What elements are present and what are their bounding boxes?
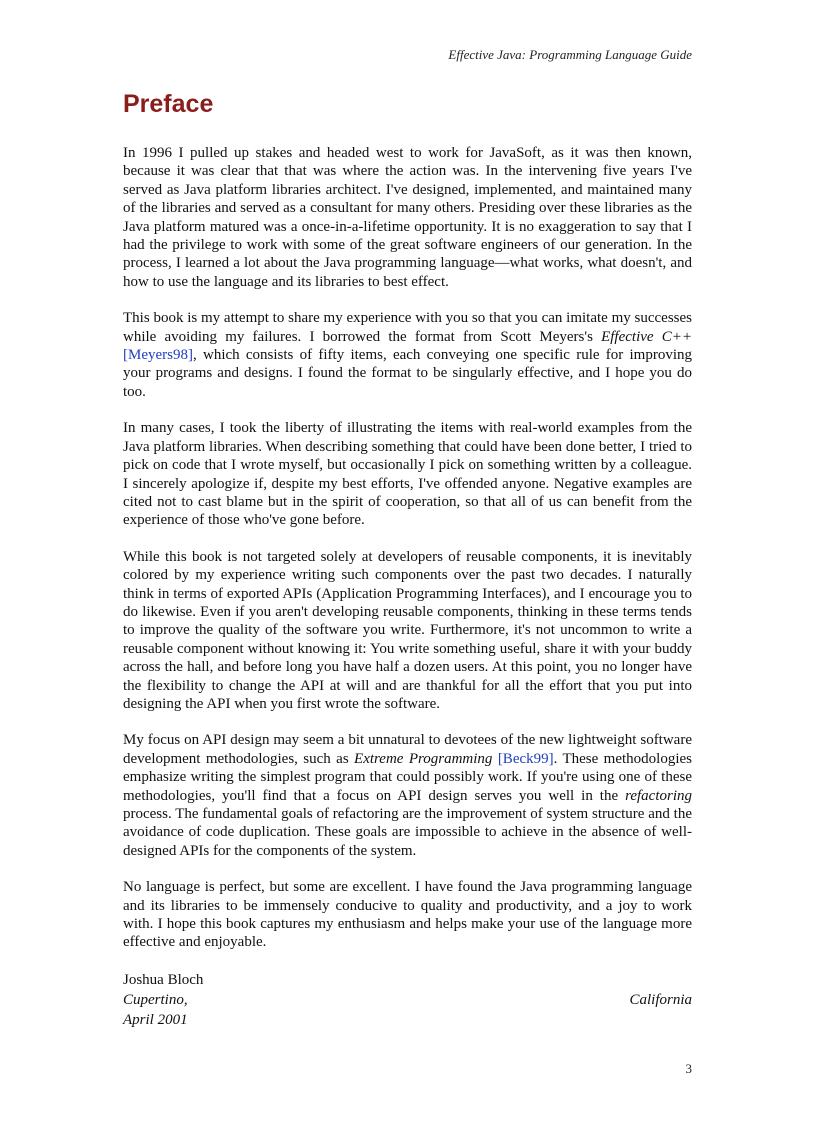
term-refactoring: refactoring <box>625 787 692 804</box>
paragraph-5 <box>123 731 692 860</box>
methodology-extreme-programming: Extreme Programming <box>354 750 493 767</box>
location-city: Cupertino, <box>123 992 188 1008</box>
paragraph-1: In 1996 I pulled up stakes and headed west to work for JavaSoft, as it was then known, because it was clear that that was where the action was. In the intervening five years I've served as Java platform libraries architect. I've designed, implemented, and maintained many of the libraries and served as a consultant for many others. Presiding over these libraries as the Java platform matured was a once-in-a-lifetime opportunity. It is no exaggeration to say that I had the privilege to work with some of the great software engineers of our generation. In the process, I learned a lot about the Java programming language—what works, what doesn't, and how to use the language and its libraries to best effect. <box>123 145 692 290</box>
reference-link-beck99[interactable]: [Beck99] <box>497 750 554 767</box>
paragraph-4: While this book is not targeted solely at developers of reusable components, it is inevitably colored by my experience writing such components over the past two decades. I naturally think in terms of exported APIs (Application Programming Interfaces), and I encourage you to do likewise. Even if you aren't developing reusable components, thinking in these terms tends to improve the quality of the software you write. Furthermore, it's not uncommon to write a reusable component without knowing it: You write something useful, share it with your buddy across the hall, and before long you have half a dozen users. At this point, you no longer have the flexibility to change the API at will and are thankful for all the effort that you put into designing the API when you first wrote the software. <box>123 548 692 712</box>
running-header: Effective Java: Programming Language Guide <box>448 47 692 62</box>
signature-block <box>123 970 692 1030</box>
paragraph-2 <box>123 309 692 401</box>
location-row <box>123 990 692 1010</box>
paragraph-6: No language is perfect, but some are excellent. I have found the Java programming language and its libraries to be immensely conducive to quality and productivity, and a joy to work with. I hope this book captures my enthusiasm and helps make your use of the language more effective and enjoyable. <box>123 879 692 951</box>
paragraph-3: In many cases, I took the liberty of illustrating the items with real-world examples from the Java platform libraries. When describing something that could have been done better, I tried to pick on code that I wrote myself, but occasionally I pick on something written by a colleague. I sincerely apologize if, despite my best efforts, I've offended anyone. Negative examples are cited not to cast blame but in the spirit of cooperation, so that all of us can benefit from the experience of those who've gone before. <box>123 420 692 529</box>
paragraph-5-text-a: My focus on API design may seem a bit unnatural to devotees of the new lightweight software development methodologies, such as <box>123 732 692 767</box>
page-number: 3 <box>685 1061 692 1076</box>
author-name: Joshua Bloch <box>123 972 204 988</box>
paragraph-2-text-a: This book is my attempt to share my experience with you so that you can imitate my successes while avoiding my failures. I borrowed the format from Scott Meyers's <box>123 310 692 345</box>
reference-link-meyers98[interactable]: [Meyers98] <box>123 347 193 364</box>
body-text <box>123 144 692 970</box>
signature-date: April 2001 <box>123 1012 188 1028</box>
paragraph-2-text-c: , which consists of fifty items, each conveying one specific rule for improving your programs and designs. I found the format to be singularly effective, and I hope you do too. <box>123 347 692 400</box>
page-title: Preface <box>123 90 214 118</box>
paragraph-5-text-d: process. The fundamental goals of refactoring are the improvement of system structure and the avoidance of code duplication. These goals are impossible to achieve in the absence of well-designed APIs for the components of the system. <box>123 806 692 859</box>
book-title-effective-cpp: Effective C++ <box>601 328 692 345</box>
paragraph-5-text-c: . These methodologies emphasize writing the simplest program that could possibly work. If you're using one of these methodologies, you'll find that a focus on API design serves you well in the <box>123 750 692 804</box>
location-state: California <box>629 992 692 1008</box>
